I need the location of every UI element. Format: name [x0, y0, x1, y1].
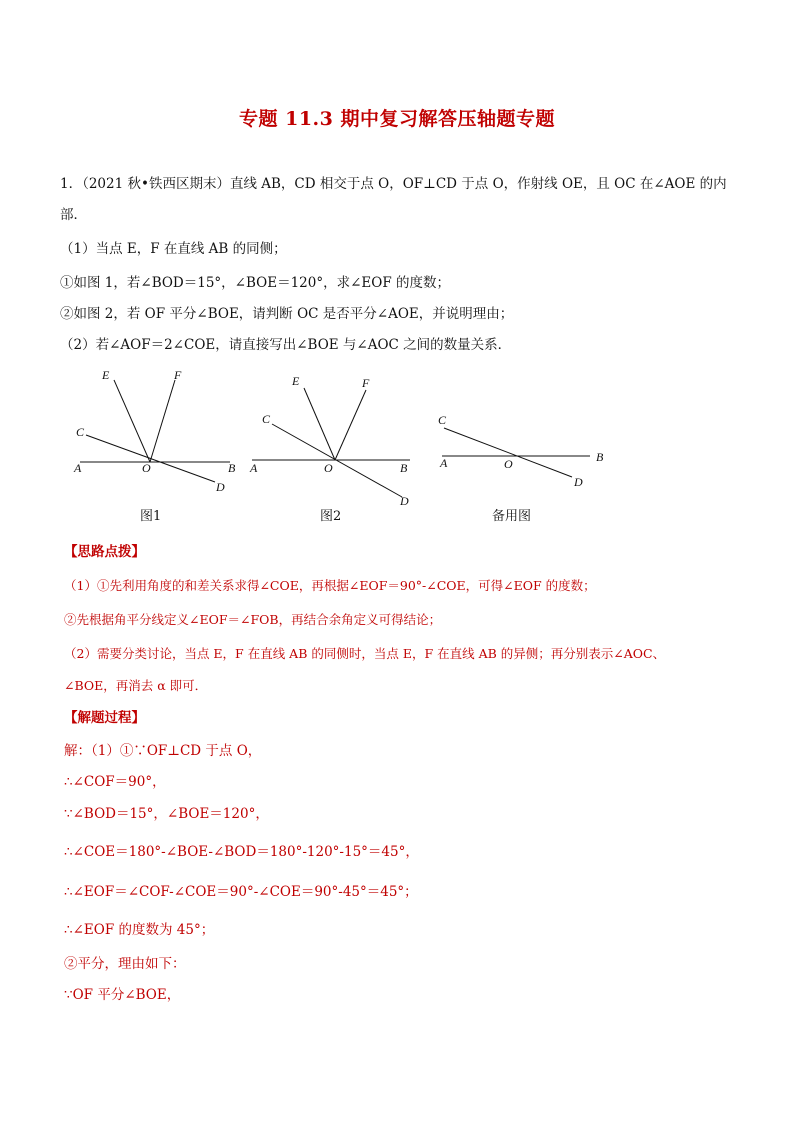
- label-f: F: [362, 376, 370, 390]
- label-b: B: [596, 450, 604, 464]
- label-e: E: [292, 374, 300, 388]
- solution-line: ∴∠EOF 的度数为 45°；: [64, 922, 215, 938]
- solution-line: ∵OF 平分∠BOE，: [64, 987, 181, 1003]
- ray-of: [150, 380, 175, 462]
- page-title: 专题 11.3 期中复习解答压轴题专题: [238, 108, 555, 130]
- label-o: O: [504, 457, 513, 471]
- ray-oe: [114, 380, 150, 462]
- solution-line: 解：（1）①∵OF⊥CD 于点 O，: [64, 743, 262, 759]
- figure-1: [60, 360, 250, 500]
- figure-2-caption: 图2: [320, 509, 342, 524]
- label-e: E: [102, 368, 110, 382]
- label-c: C: [76, 425, 85, 439]
- ray-oe: [304, 388, 335, 460]
- solution-line: ∴∠COF＝90°，: [64, 774, 166, 790]
- solution-header: 【解题过程】: [64, 710, 145, 726]
- label-c: C: [262, 412, 271, 426]
- label-d: D: [400, 494, 409, 508]
- label-b: B: [228, 461, 236, 475]
- solution-line: ∴∠COE＝180°-∠BOE-∠BOD＝180°-120°-15°＝45°，: [64, 844, 419, 860]
- hint-line-4: ∠BOE，再消去 α 即可．: [64, 678, 208, 693]
- figure-backup: [430, 400, 620, 500]
- figure-2: [240, 360, 430, 510]
- label-c: C: [438, 413, 447, 427]
- hint-header: 【思路点拨】: [64, 544, 145, 560]
- label-a: A: [440, 456, 448, 470]
- figure-1-caption: 图1: [140, 509, 162, 524]
- problem-sub-2: ②如图 2，若 OF 平分∠BOE，请判断 OC 是否平分∠AOE，并说明理由；: [60, 306, 514, 322]
- label-b: B: [400, 461, 408, 475]
- problem-part-2: （2）若∠AOF＝2∠COE，请直接写出∠BOE 与∠AOC 之间的数量关系．: [60, 337, 512, 353]
- problem-sub-1: ①如图 1，若∠BOD＝15°，∠BOE＝120°，求∠EOF 的度数；: [60, 275, 450, 291]
- label-d: D: [574, 475, 583, 489]
- ray-of: [335, 390, 366, 460]
- problem-part-1: （1）当点 E，F 在直线 AB 的同侧；: [60, 241, 287, 257]
- problem-line-1: 1．（2021 秋•铁西区期末）直线 AB，CD 相交于点 O，OF⊥CD 于点 O，作射线 OE，且 OC 在∠AOE 的内: [60, 176, 727, 192]
- hint-line-1: （1）①先利用角度的和差关系求得∠COE，再根据∠EOF＝90°-∠COE，可得∠EOF 的度数；: [64, 578, 596, 593]
- solution-line: ∵∠BOD＝15°，∠BOE＝120°，: [64, 806, 269, 822]
- hint-line-3: （2）需要分类讨论，当点 E，F 在直线 AB 的同侧时，当点 E，F 在直线 AB 的异侧；再分别表示∠AOC、: [64, 646, 666, 661]
- figure-backup-caption: 备用图: [492, 509, 532, 524]
- solution-line: ②平分，理由如下：: [64, 956, 186, 972]
- solution-line: ∴∠EOF＝∠COF-∠COE＝90°-∠COE＝90°-45°＝45°；: [64, 884, 418, 900]
- hint-line-2: ②先根据角平分线定义∠EOF＝∠FOB，再结合余角定义可得结论；: [64, 612, 442, 627]
- label-o: O: [324, 461, 333, 475]
- label-d: D: [216, 480, 225, 494]
- label-a: A: [74, 461, 82, 475]
- label-f: F: [174, 368, 182, 382]
- label-a: A: [250, 461, 258, 475]
- problem-line-2: 部．: [60, 207, 87, 223]
- label-o: O: [142, 461, 151, 475]
